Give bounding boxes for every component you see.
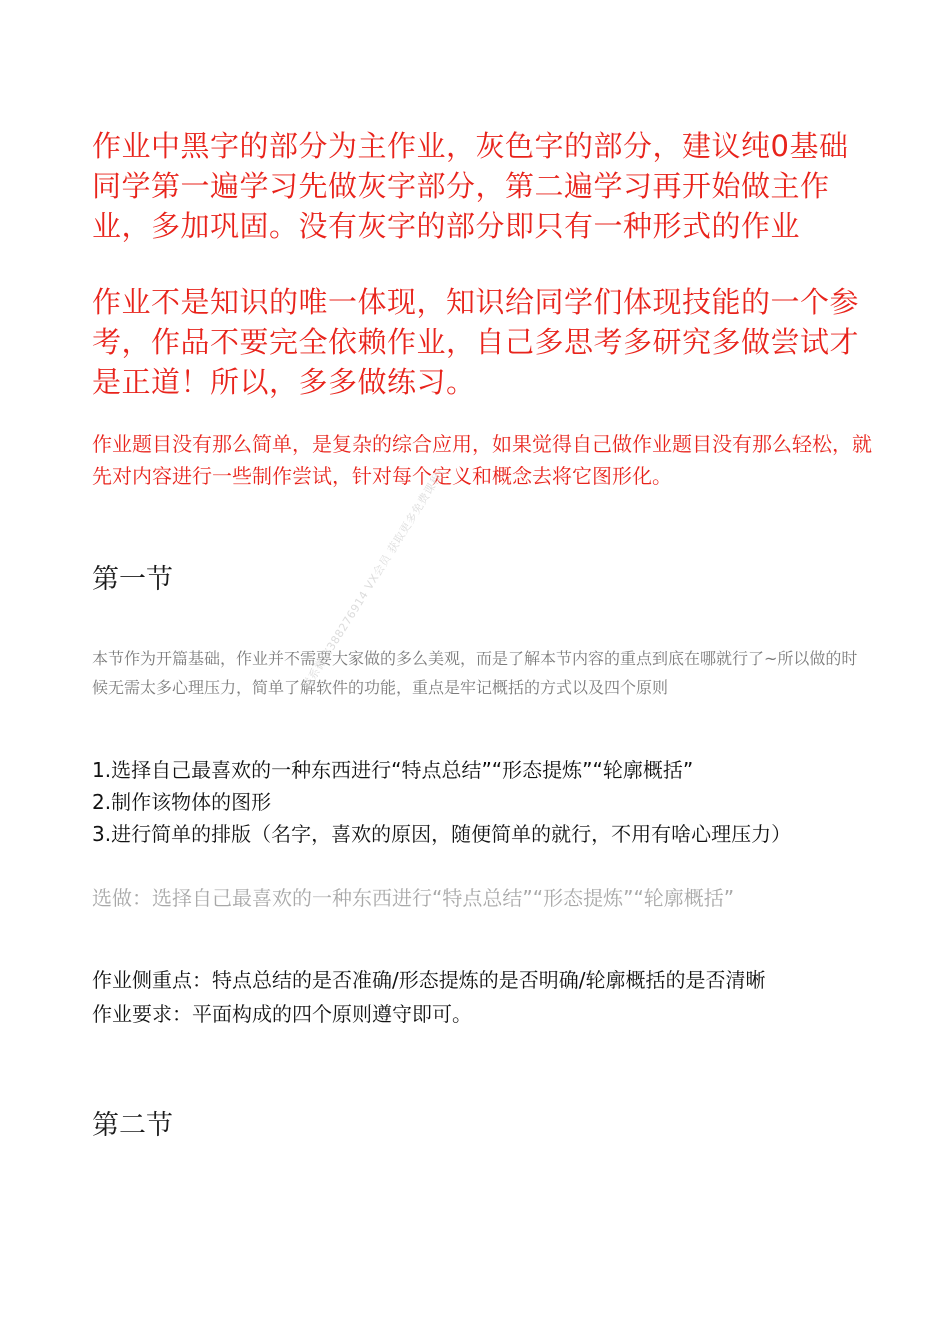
task-item-2: 2.制作该物体的图形 [92,790,272,814]
intro-paragraph-3: 作业题目没有那么简单，是复杂的综合应用，如果觉得自己做作业题目没有那么轻松，就先对内容进行一些制作尝试，针对每个定义和概念去将它图形化。 [92,432,872,488]
section-2-title: 第二节 [92,1110,173,1141]
homework-focus: 作业侧重点：特点总结的是否准确/形态提炼的是否明确/轮廓概括的是否清晰 [92,968,766,992]
task-item-1: 1.选择自己最喜欢的一种东西进行“特点总结”“形态提炼”“轮廓概括” [92,758,694,782]
intro-paragraph-1: 作业中黑字的部分为主作业，灰色字的部分，建议纯0基础同学第一遍学习先做灰字部分，第二遍学习再开始做主作业，多加巩固。没有灰字的部分即只有一种形式的作业 [92,129,849,243]
section-1-description: 本节作为开篇基础，作业并不需要大家做的多么美观，而是了解本节内容的重点到底在哪就行了~所以做的时候无需太多心理压力，简单了解软件的功能，重点是牢记概括的方式以及四个原则 [92,649,858,697]
watermark-text: 联系微信3882769​14 VX会员 获取更多免费课程! [299,466,448,692]
task-item-3: 3.进行简单的排版（名字，喜欢的原因，随便简单的就行，不用有啥心理压力） [92,822,792,846]
optional-task: 选做：选择自己最喜欢的一种东西进行“特点总结”“形态提炼”“轮廓概括” [92,886,735,910]
homework-requirement: 作业要求：平面构成的四个原则遵守即可。 [92,1002,472,1026]
intro-paragraph-2: 作业不是知识的唯一体现，知识给同学们体现技能的一个参考，作品不要完全依赖作业，自己多思考多研究多做尝试才是正道！所以，多多做练习。 [92,285,860,399]
section-1-title: 第一节 [92,564,173,595]
task-list [92,754,852,850]
